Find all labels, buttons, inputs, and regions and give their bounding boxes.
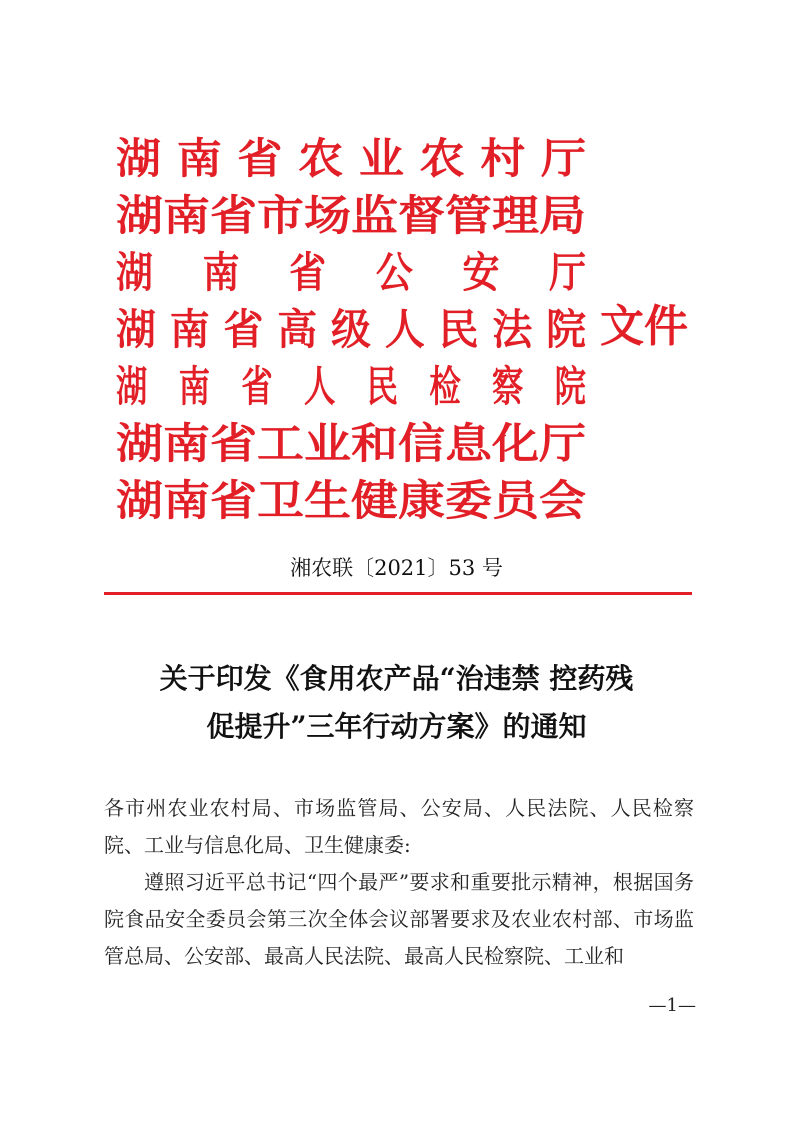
document-body — [104, 790, 694, 975]
page-number: —1— — [648, 995, 696, 1016]
issuer-public-security: 湖 南 省 公 安 厅 — [116, 248, 586, 297]
title-line-2: 促提升”三年行动方案》的通知 — [206, 710, 587, 743]
red-divider — [104, 592, 692, 595]
body-paragraph: 遵照习近平总书记“四个最严”要求和重要批示精神，根据国务院食品安全委员会第三次全体会议部署要求及农业农村部、市场监管总局、公安部、最高人民法院、最高人民检察院、工业和 — [104, 870, 694, 968]
issuer-industry-it: 湖南省工业和信息化厅 — [116, 419, 586, 468]
issuer-agriculture: 湖 南 省 农 业 农 村 厅 — [116, 134, 586, 183]
issuer-line — [116, 244, 696, 301]
issuer-high-court: 湖 南 省 高 级 人 民 法 院 — [116, 305, 586, 354]
issuer-line — [116, 130, 696, 187]
issuer-market-supervision: 湖南省市场监督管理局 — [116, 191, 586, 240]
document-number: 湘农联〔2021〕53 号 — [290, 556, 503, 580]
issuer-procuratorate: 湖 南 省 人 民 检 察 院 — [116, 362, 586, 411]
issuer-line — [116, 472, 696, 529]
issuer-line — [116, 415, 696, 472]
title-line-1: 关于印发《食用农产品“治违禁 控药残 — [159, 662, 634, 695]
document-title — [0, 655, 793, 751]
file-label: 文件 — [600, 301, 688, 352]
issuer-line — [116, 187, 696, 244]
recipients: 各市州农业农村局、市场监管局、公安局、人民法院、人民检察院、工业与信息化局、卫生健康委: — [104, 796, 694, 857]
issuer-line — [116, 358, 696, 415]
issuer-health-commission: 湖南省卫生健康委员会 — [116, 476, 586, 525]
